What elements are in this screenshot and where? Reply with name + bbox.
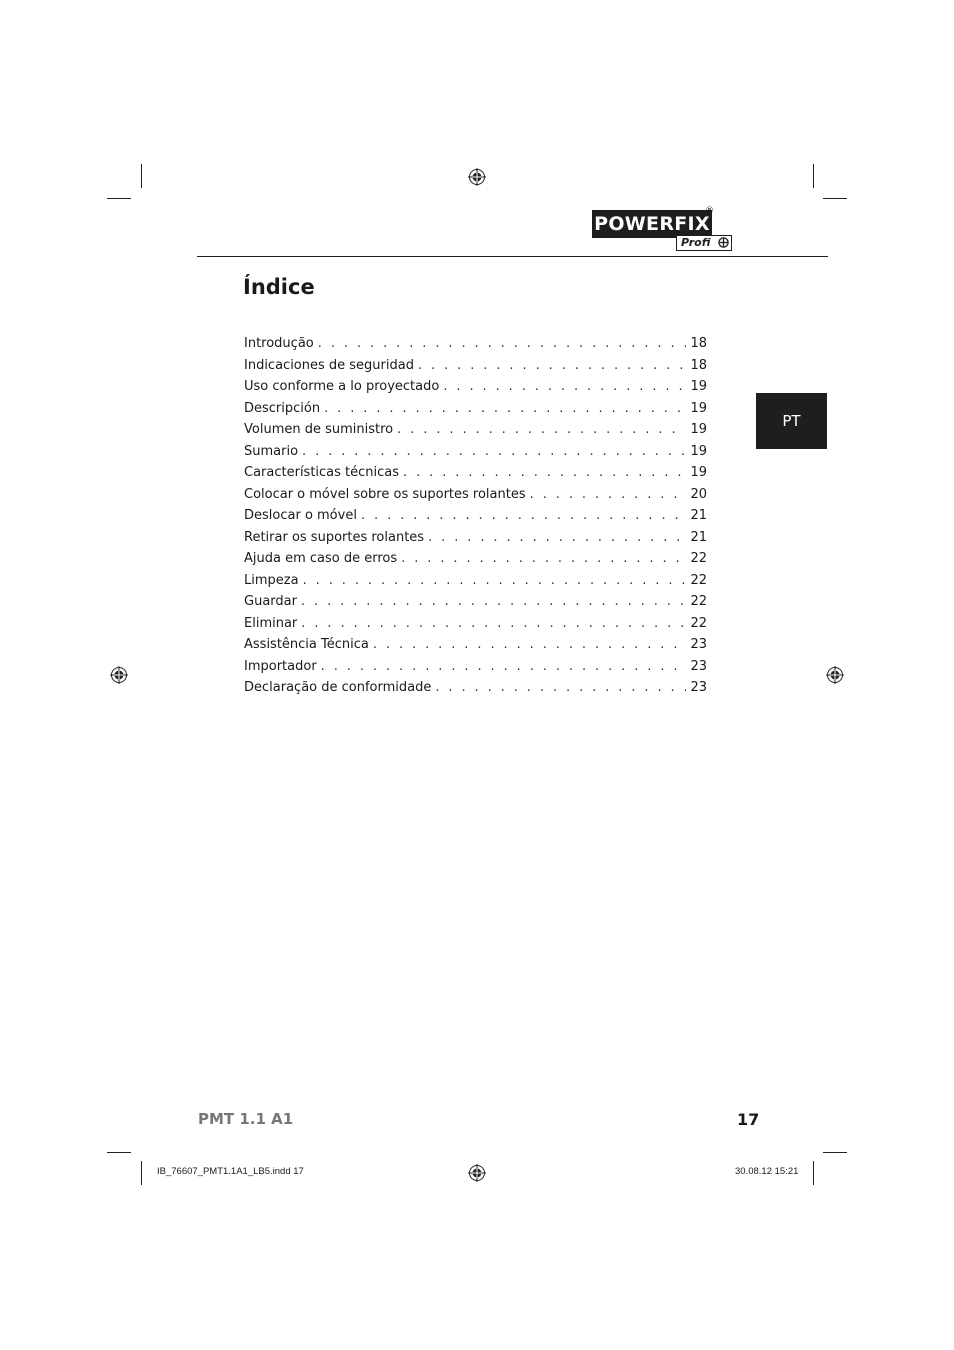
logo-profi-badge — [676, 235, 732, 251]
crop-mark-icon — [823, 1152, 847, 1153]
toc-dot-leader — [302, 444, 686, 459]
toc-entry-page: 21 — [690, 508, 707, 523]
toc-entry-page: 18 — [690, 336, 707, 351]
toc-entry[interactable] — [244, 573, 707, 595]
toc-dot-leader — [428, 530, 686, 545]
toc-entry-page: 19 — [690, 400, 707, 416]
toc-entry[interactable] — [244, 465, 707, 487]
page-number: 17 — [737, 1110, 760, 1129]
registration-mark-icon — [110, 666, 128, 684]
toc-dot-leader — [301, 616, 686, 631]
toc-entry[interactable] — [244, 530, 707, 552]
toc-dot-leader — [435, 680, 686, 695]
registration-mark-icon — [468, 1164, 486, 1182]
crop-mark-icon — [813, 164, 814, 188]
model-name: PMT 1.1 A1 — [198, 1110, 294, 1128]
toc-dot-leader — [361, 508, 687, 523]
toc-dot-leader — [373, 637, 687, 652]
powerfix-logo — [592, 206, 733, 252]
toc-dot-leader — [443, 379, 686, 394]
toc-entry-label: Deslocar o móvel — [244, 508, 357, 523]
toc-entry-label: Limpeza — [244, 572, 299, 588]
toc-entry[interactable] — [244, 508, 707, 530]
toc-entry-page: 20 — [690, 486, 707, 502]
toc-entry-label: Uso conforme a lo proyectado — [244, 379, 440, 394]
toc-entry[interactable] — [244, 487, 707, 509]
crop-mark-icon — [141, 164, 142, 188]
toc-dot-leader — [321, 659, 687, 674]
logo-profi-text: Profi — [681, 236, 711, 249]
toc-entry-label: Assistência Técnica — [244, 637, 369, 652]
toc-dot-leader — [318, 336, 687, 351]
toc-entry[interactable] — [244, 358, 707, 380]
toc-entry-label: Importador — [244, 658, 317, 674]
toc-entry[interactable] — [244, 551, 707, 573]
toc-entry-page: 23 — [690, 637, 707, 652]
toc-entry-label: Características técnicas — [244, 465, 400, 480]
toc-entry-page: 22 — [690, 572, 707, 588]
toc-entry[interactable] — [244, 680, 707, 702]
toc-entry-label: Ajuda em caso de erros — [244, 551, 398, 566]
crop-mark-icon — [107, 1152, 131, 1153]
toc-entry-page: 22 — [690, 615, 707, 631]
toc-entry-label: Descripción — [244, 400, 321, 416]
logo-registered-mark: ® — [705, 206, 714, 216]
toc-entry-page: 19 — [690, 443, 707, 459]
toc-dot-leader — [403, 465, 686, 480]
toc-dot-leader — [397, 422, 686, 437]
toc-entry-page: 22 — [690, 594, 707, 609]
toc-entry-page: 23 — [690, 680, 707, 695]
crop-mark-icon — [141, 1161, 142, 1185]
toc-dot-leader — [401, 551, 686, 566]
crop-mark-icon — [813, 1161, 814, 1185]
toc-entry-label: Retirar os suportes rolantes — [244, 529, 425, 545]
print-slug-datetime: 30.08.12 15:21 — [735, 1166, 799, 1177]
toc-entry-label: Sumario — [244, 443, 299, 459]
print-slug-file: IB_76607_PMT1.1A1_LB5.indd 17 — [157, 1166, 304, 1177]
toc-entry[interactable] — [244, 422, 707, 444]
registration-mark-icon — [826, 666, 844, 684]
toc-entry[interactable] — [244, 401, 707, 423]
toc-entry-page: 22 — [690, 551, 707, 566]
header-rule — [197, 256, 828, 257]
toc-dot-leader — [303, 573, 687, 588]
toc-dot-leader — [530, 487, 687, 502]
toc-entry-page: 19 — [690, 379, 707, 394]
toc-entry-page: 18 — [690, 357, 707, 373]
toc-entry-label: Colocar o móvel sobre os suportes rolantes — [244, 486, 526, 502]
toc-entry-page: 19 — [690, 422, 707, 437]
toc-entry[interactable] — [244, 444, 707, 466]
toc-entry[interactable] — [244, 616, 707, 638]
toc-dot-leader — [301, 594, 686, 609]
toc-entry-label: Declaração de conformidade — [244, 680, 432, 695]
toc-entry[interactable] — [244, 659, 707, 681]
toc-entry-page: 23 — [690, 658, 707, 674]
toc-entry-label: Guardar — [244, 594, 297, 609]
toc-entry-label: Indicaciones de seguridad — [244, 357, 414, 373]
registration-mark-icon — [468, 168, 486, 186]
toc-entry-page: 19 — [690, 465, 707, 480]
toc-entry-label: Volumen de suministro — [244, 422, 394, 437]
page-title: Índice — [243, 275, 315, 299]
language-tab: PT — [756, 393, 827, 449]
toc-entry[interactable] — [244, 594, 707, 616]
crop-mark-icon — [107, 198, 131, 199]
toc-entry[interactable] — [244, 379, 707, 401]
toc-dot-leader — [324, 401, 686, 416]
plus-circle-icon — [718, 237, 729, 248]
toc-entry[interactable] — [244, 637, 707, 659]
table-of-contents — [244, 336, 707, 702]
toc-entry-page: 21 — [690, 529, 707, 545]
toc-dot-leader — [418, 358, 686, 373]
toc-entry[interactable] — [244, 336, 707, 358]
logo-wordmark: POWERFIX — [592, 210, 712, 238]
toc-entry-label: Introdução — [244, 336, 314, 351]
crop-mark-icon — [823, 198, 847, 199]
toc-entry-label: Eliminar — [244, 615, 298, 631]
